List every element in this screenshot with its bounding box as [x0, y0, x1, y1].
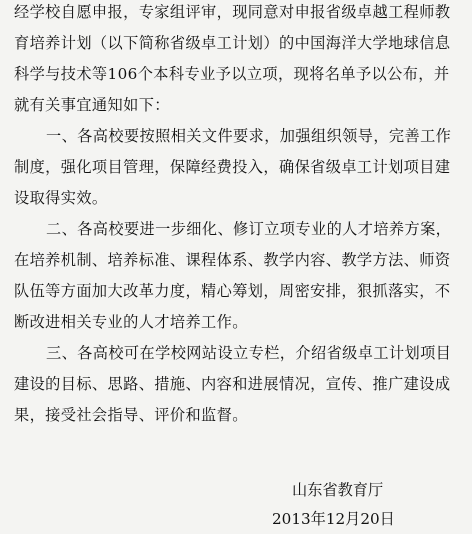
intro-line: 科学与技术等106个本科专业予以立项，现将名单予以公布，并: [14, 65, 450, 83]
intro-line: 就有关事宜通知如下：: [14, 96, 170, 114]
item-3-line: 果，接受社会指导、评价和监督。: [14, 406, 248, 424]
item-1-line: 设取得实效。: [14, 189, 108, 207]
intro-line: 育培养计划（以下简称省级卓工计划）的中国海洋大学地球信息: [14, 34, 451, 52]
signature-date: 2013年12月20日: [272, 510, 395, 528]
item-1-line: 制度，强化项目管理，保障经费投入，确保省级卓工计划项目建: [14, 158, 451, 176]
item-3-line: 建设的目标、思路、措施、内容和进展情况，宣传、推广建设成: [14, 375, 451, 393]
item-2-line: 二、各高校要进一步细化、修订立项专业的人才培养方案，: [46, 220, 452, 238]
intro-line: 经学校自愿申报，专家组评审，现同意对申报省级卓越工程师教: [14, 3, 451, 21]
item-2-line: 断改进相关专业的人才培养工作。: [14, 313, 248, 331]
item-2-line: 队伍等方面加大改革力度，精心筹划，周密安排，狠抓落实，不: [14, 282, 451, 300]
signature-org: 山东省教育厅: [292, 481, 384, 499]
item-1-line: 一、各高校要按照相关文件要求，加强组织领导，完善工作: [46, 127, 452, 145]
item-2-line: 在培养机制、培养标准、课程体系、教学内容、教学方法、师资: [14, 251, 451, 269]
item-3-line: 三、各高校可在学校网站设立专栏，介绍省级卓工计划项目: [46, 344, 452, 362]
